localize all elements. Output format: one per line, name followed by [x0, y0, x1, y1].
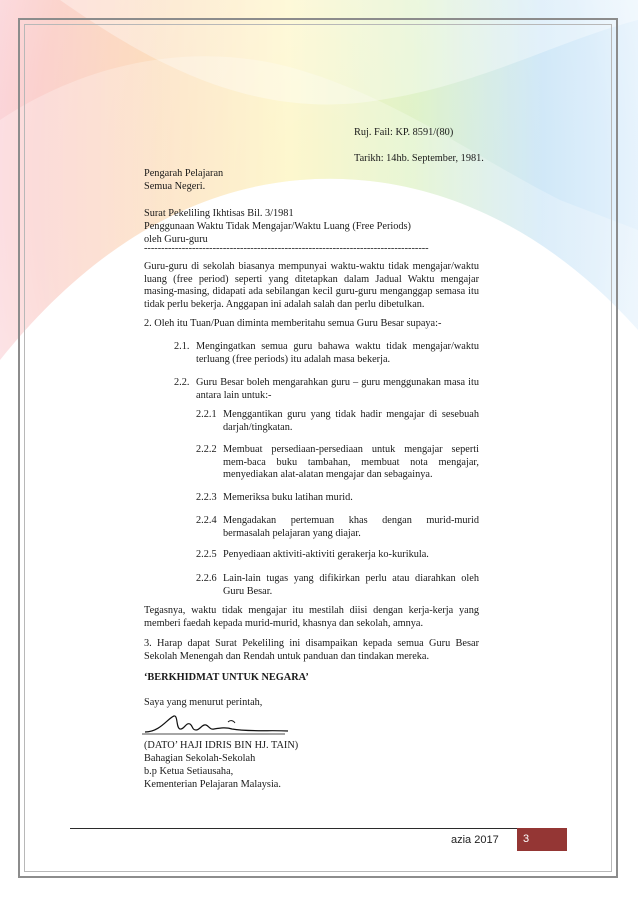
subitem-number: 2.2.3 — [196, 492, 217, 503]
paragraph-2: 2. Oleh itu Tuan/Puan diminta memberitahu semua Guru Besar supaya:- — [144, 318, 442, 329]
closing-line: Saya yang menurut perintah, — [144, 697, 263, 708]
recipient-line: Semua Negeri. — [144, 181, 206, 192]
subitem-text: Penyediaan aktiviti-aktiviti gerakerja ko-kurikula. — [223, 549, 429, 560]
signature-image — [140, 708, 290, 740]
subitem-number: 2.2.4 — [196, 515, 217, 526]
item-number: 2.2. — [174, 377, 190, 388]
item-2-2-text: Guru Besar boleh mengarahkan guru – guru menggunakan masa itu antara lain untuk:- — [196, 377, 479, 401]
letter-date: Tarikh: 14hb. September, 1981. — [354, 153, 484, 164]
reference-number: Ruj. Fail: KP. 8591/(80) — [354, 127, 454, 138]
separator-line: ----------------------------------------------------------------------------------- — [144, 243, 429, 254]
signatory-line: Kementerian Pelajaran Malaysia. — [144, 779, 281, 790]
subject-line: Surat Pekeliling Ikhtisas Bil. 3/1981 — [144, 208, 294, 219]
subitem-text: Lain-lain tugas yang difikirkan perlu atau diarahkan oleh Guru Besar. — [223, 573, 479, 597]
subject-line: oleh Guru-guru — [144, 234, 208, 245]
subitem-text: Memeriksa buku latihan murid. — [223, 492, 353, 503]
subitem-number: 2.2.2 — [196, 444, 217, 455]
subject-line: Penggunaan Waktu Tidak Mengajar/Waktu Luang (Free Periods) — [144, 221, 411, 232]
subitem-text: Menggantikan guru yang tidak hadir mengajar di sesebuah darjah/tingkatan. — [223, 409, 479, 433]
subitem-number: 2.2.6 — [196, 573, 217, 584]
recipient-line: Pengarah Pelajaran — [144, 168, 224, 179]
subitem-text: Mengadakan pertemuan khas dengan murid-murid bermasalah pelajaran yang diajar. — [223, 515, 479, 539]
item-number: 2.1. — [174, 341, 190, 352]
intro-paragraph: Guru-guru di sekolah biasanya mempunyai waktu-waktu tidak mengajar/waktu luang (free period) seperti yang ditetapkan dalam Jadual Waktu mengajar masing-masing, didapati ada sebilangan kecil guru-guru menganggap semasa itu tidak perlu bekerja. Anggapan ini adalah salah dan perlu dibetulkan. — [144, 261, 479, 310]
subitem-text: Membuat persediaan-persediaan untuk mengajar seperti mem-baca buku tambahan, membuat nota mengajar, menyediakan alat-alatan mengajar dan sebagainya. — [223, 444, 479, 481]
signatory-name: (DATO’ HAJI IDRIS BIN HJ. TAIN) — [144, 740, 299, 751]
item-2-1-text: Mengingatkan semua guru bahawa waktu tidak mengajar/waktu terluang (free periods) itu adalah masa bekerja. — [196, 341, 479, 365]
subitem-number: 2.2.1 — [196, 409, 217, 420]
footer-rule — [70, 828, 522, 829]
motto: ‘BERKHIDMAT UNTUK NEGARA’ — [144, 672, 309, 683]
page-number-badge: 3 — [517, 828, 567, 851]
paragraph-3: 3. Harap dapat Surat Pekeliling ini disampaikan kepada semua Guru Besar Sekolah Menengah dan Rendah untuk panduan dan tindakan mereka. — [144, 638, 479, 662]
footer-label: azia 2017 — [451, 834, 499, 846]
conclusion-paragraph: Tegasnya, waktu tidak mengajar itu mestilah diisi dengan kerja-kerja yang memberi faedah kepada murid-murid, khasnya dan sekolah, amnya. — [144, 605, 479, 629]
signatory-line: b.p Ketua Setiausaha, — [144, 766, 234, 777]
subitem-number: 2.2.5 — [196, 549, 217, 560]
signatory-line: Bahagian Sekolah-Sekolah — [144, 753, 256, 764]
